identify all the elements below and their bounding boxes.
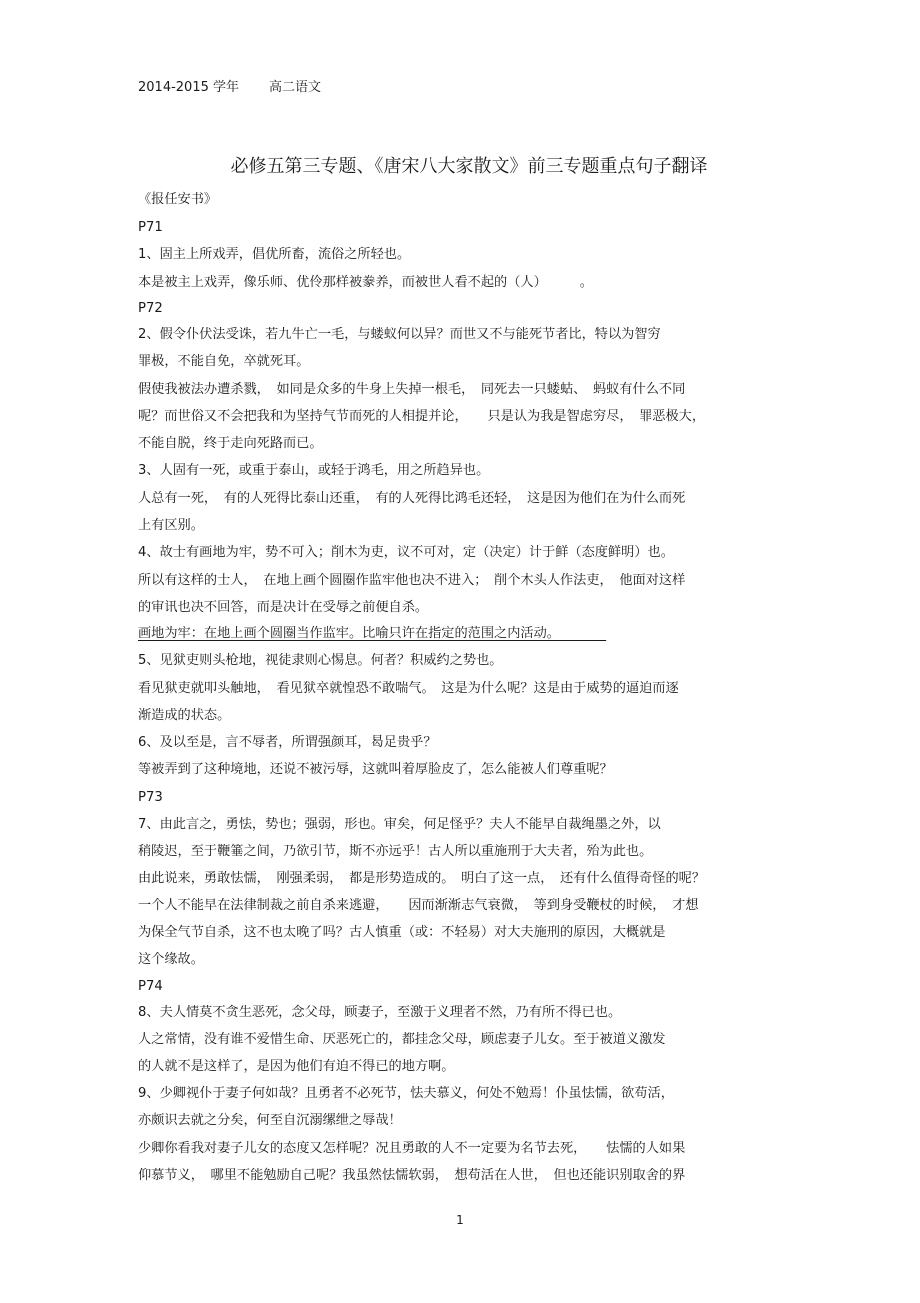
text-line: P72 [138,301,163,316]
header-year: 2014-2015 学年 [138,80,239,95]
text-line: 呢？而世俗又不会把我和为坚持气节而死的人相提并论， 只是认为我是智虑穷尽， 罪恶极大， [138,409,706,424]
page-header [138,76,325,95]
text-line: 2、假令仆伏法受诛，若九牛亡一毛，与蝼蚁何以异？而世又不与能死节者比，特以为智穷 [138,327,661,342]
text-line: P71 [138,220,163,235]
text-line: P73 [138,790,163,805]
text-line: 的人就不是这样了，是因为他们有迫不得已的地方啊。 [138,1059,455,1074]
text-line: 等被弄到了这种境地，还说不被污辱，这就叫着厚脸皮了，怎么能被人们尊重呢？ [138,762,613,777]
text-line: 这个缘故。 [138,952,204,967]
text-line: 人之常情，没有谁不爱惜生命、厌恶死亡的，都挂念父母，顾虑妻子儿女。至于被道义激发 [138,1032,666,1047]
page-number: 1 [456,1213,464,1227]
text-line: 6、及以至是，言不辱者，所谓强颜耳，曷足贵乎？ [138,735,437,750]
text-line: 为保全气节自杀，这不也太晚了吗？古人慎重（或：不轻易）对大夫施刑的原因，大概就是 [138,925,666,940]
text-line: 上有区别。 [138,518,204,533]
text-line: 罪极，不能自免，卒就死耳。 [138,354,310,369]
text-line: 本是被主上戏弄，像乐师、优伶那样被豢养，而被世人看不起的（人） 。 [138,275,593,290]
text-line: 8、夫人情莫不贪生恶死，念父母，顾妻子，至激于义理者不然，乃有所不得已也。 [138,1005,622,1020]
text-line: 的审讯也决不回答，而是决计在受辱之前便自杀。 [138,600,429,615]
header-course: 高二语文 [269,80,322,95]
text-line: 不能自脱，终于走向死路而已。 [138,436,323,451]
text-line: 假使我被法办遭杀戮， 如同是众多的牛身上失掉一根毛， 同死去一只蝼蛄、 蚂蚁有什么不同 [138,382,686,397]
text-line: 由此说来，勇敢怯懦， 刚强柔弱， 都是形势造成的。 明白了这一点， 还有什么值得奇怪的呢？ [138,871,706,886]
text-line: 7、由此言之，勇怯，势也；强弱，形也。审矣，何足怪乎？夫人不能早自裁绳墨之外，以 [138,817,661,832]
text-line-underlined: 画地为牢：在地上画个圆圈当作监牢。比喻只许在指定的范围之内活动。 [138,626,607,641]
text-line: 一个人不能早在法律制裁之前自杀来逃避， 因而渐渐志气衰微， 等到身受鞭杖的时候， 才想 [138,898,699,913]
text-line: 看见狱吏就叩头触地， 看见狱卒就惶恐不敢喘气。 这是为什么呢？这是由于威势的逼迫而逐 [138,681,679,696]
text-line: 少卿你看我对妻子儿女的态度又怎样呢？况且勇敢的人不一定要为名节去死， 怯懦的人如果 [138,1141,686,1156]
text-line: 仰慕节义， 哪里不能勉励自己呢？我虽然怯懦软弱， 想苟活在人世， 但也还能识别取舍的界 [138,1168,686,1183]
text-line: 4、故士有画地为牢，势不可入；削木为吏，议不可对，定（决定）计于鲜（态度鲜明）也。 [138,545,674,560]
document-title: 必修五第三专题、《唐宋八大家散文》前三专题重点句子翻译 [230,156,708,177]
text-line: 渐造成的状态。 [138,708,231,723]
text-line: 3、人固有一死，或重于泰山，或轻于鸿毛，用之所趋异也。 [138,463,490,478]
text-line: 人总有一死， 有的人死得比泰山还重， 有的人死得比鸿毛还轻， 这是因为他们在为什么而死 [138,491,686,506]
text-line: 9、少卿视仆于妻子何如哉？且勇者不必死节，怯夫慕义，何处不勉焉！仆虽怯懦，欲苟活， [138,1086,674,1101]
text-line: 1、固主上所戏弄，倡优所畜，流俗之所轻也。 [138,247,411,262]
text-line: P74 [138,979,163,994]
text-line: 5、见狱吏则头枪地，视徒隶则心惕息。何者？积威约之势也。 [138,653,503,668]
text-line: 所以有这样的士人， 在地上画个圆圈作监牢他也决不进入； 削个木头人作法吏， 他面对这样 [138,573,686,588]
text-line: 亦颇识去就之分矣，何至自沉溺缧绁之辱哉！ [138,1113,402,1128]
text-line: 稍陵迟，至于鞭箠之间，乃欲引节，斯不亦远乎！古人所以重施刑于大夫者，殆为此也。 [138,844,653,859]
text-line: 《报任安书》 [138,192,218,207]
